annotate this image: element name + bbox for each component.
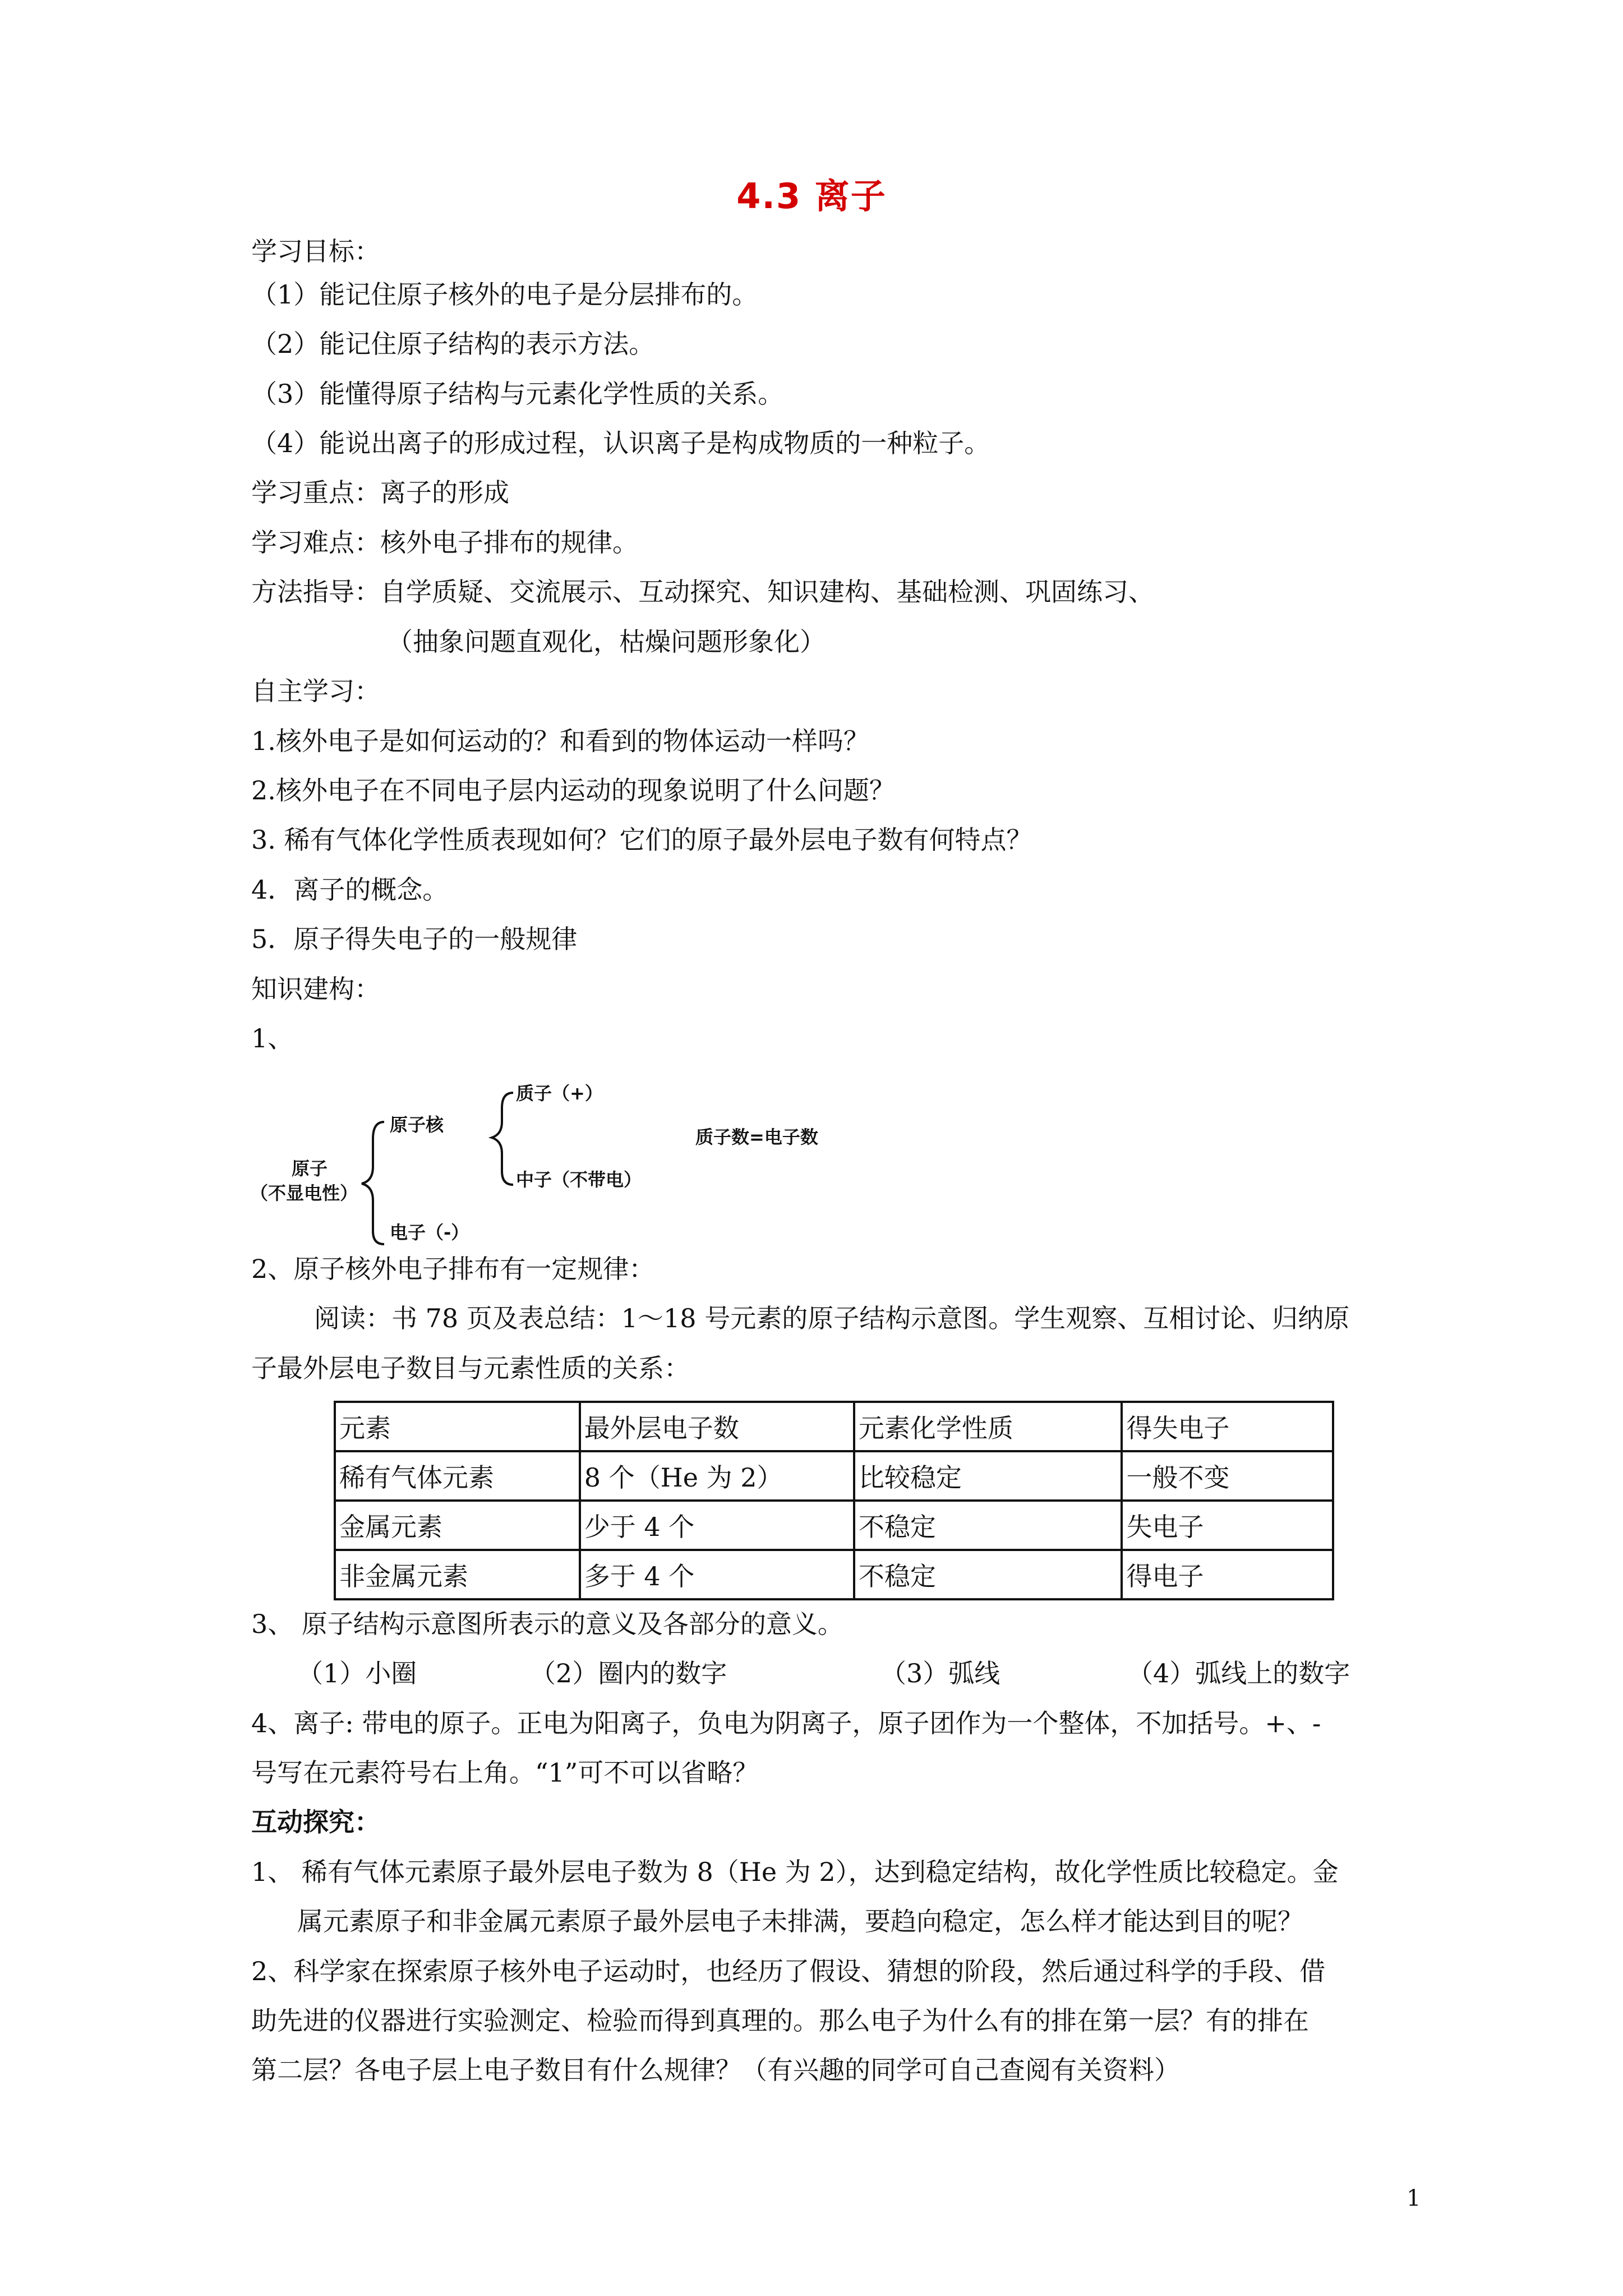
self-study-heading: 自主学习： <box>251 676 380 706</box>
table-cell: 一般不变 <box>1122 1451 1333 1501</box>
explore-paragraph: 第二层？各电子层上电子数目有什么规律？（有兴趣的同学可自己查阅有关资料） <box>251 2055 1180 2085</box>
table-row <box>335 1501 1333 1550</box>
self-study-item: 1.核外电子是如何运动的？和看到的物体运动一样吗？ <box>251 726 869 756</box>
self-study-item: 4．离子的概念。 <box>251 875 449 905</box>
table-cell: 失电子 <box>1122 1501 1333 1550</box>
item3-part: （4）弧线上的数字 <box>1127 1658 1350 1688</box>
self-study-item: 5．原子得失电子的一般规律 <box>251 924 578 954</box>
table-cell: 得电子 <box>1122 1550 1333 1599</box>
knowledge-item-4: 4、离子: 带电的原子。正电为阳离子，负电为阴离子，原子团作为一个整体，不加括号。+、- <box>251 1708 1321 1738</box>
knowledge-item-3: 3、 原子结构示意图所表示的意义及各部分的意义。 <box>251 1609 843 1639</box>
table-cell: 金属元素 <box>335 1501 580 1550</box>
table-cell: 比较稳定 <box>854 1451 1122 1501</box>
table-header-row <box>335 1402 1333 1451</box>
explore-paragraph: 1、 稀有气体元素原子最外层电子数为 8（He 为 2），达到稳定结构，故化学性质比较稳定。金 <box>251 1857 1339 1887</box>
reading-line: 阅读：书 78 页及表总结：1～18 号元素的原子结构示意图。学生观察、互相讨论、归纳原 <box>314 1303 1350 1333</box>
table-row <box>335 1451 1333 1501</box>
table-cell: 元素 <box>335 1402 580 1451</box>
diagram-neutron: 中子（不带电） <box>516 1169 642 1190</box>
element-property-table <box>334 1401 1334 1600</box>
method-guide: 方法指导：自学质疑、交流展示、互动探究、知识建构、基础检测、巩固练习、 <box>251 577 1154 607</box>
knowledge-item-2: 2、原子核外电子排布有一定规律： <box>251 1254 655 1284</box>
atom-structure-diagram <box>247 1066 920 1251</box>
explore-paragraph: 属元素原子和非金属元素原子最外层电子未排满，要趋向稳定，怎么样才能达到目的呢？ <box>297 1906 1303 1936</box>
table-cell: 非金属元素 <box>335 1550 580 1599</box>
difficulty: 学习难点：核外电子排布的规律。 <box>251 527 638 558</box>
table-row <box>335 1550 1333 1599</box>
explore-heading: 互动探究： <box>251 1807 380 1837</box>
page-title: 4.3 离子 <box>736 176 887 217</box>
knowledge-item-1: 1、 <box>251 1023 294 1053</box>
table-cell: 不稳定 <box>854 1550 1122 1599</box>
table-cell: 不稳定 <box>854 1501 1122 1550</box>
brace-atom <box>362 1122 384 1244</box>
objective-item: （4）能说出离子的形成过程，认识离子是构成物质的一种粒子。 <box>251 428 990 458</box>
diagram-equation: 质子数=电子数 <box>695 1126 818 1148</box>
self-study-item: 3. 稀有气体化学性质表现如何？它们的原子最外层电子数有何特点？ <box>251 825 1032 855</box>
diagram-atom-note: （不显电性） <box>250 1182 358 1204</box>
item3-part: （3）弧线 <box>880 1658 1000 1688</box>
table-cell: 8 个（He 为 2） <box>580 1451 854 1501</box>
table-cell: 多于 4 个 <box>580 1550 854 1599</box>
objectives-heading: 学习目标： <box>251 236 380 266</box>
objective-item: （2）能记住原子结构的表示方法。 <box>251 329 655 359</box>
objective-item: （3）能懂得原子结构与元素化学性质的关系。 <box>251 379 784 409</box>
knowledge-heading: 知识建构： <box>251 974 380 1004</box>
knowledge-item-4: 号写在元素符号右上角。“1”可不可以省略？ <box>251 1757 759 1788</box>
item3-part: （2）圈内的数字 <box>530 1658 727 1688</box>
table-cell: 最外层电子数 <box>580 1402 854 1451</box>
item3-part: （1）小圈 <box>297 1658 417 1688</box>
table-cell: 少于 4 个 <box>580 1501 854 1550</box>
diagram-atom: 原子 <box>292 1158 328 1179</box>
table-cell: 元素化学性质 <box>854 1402 1122 1451</box>
diagram-nucleus: 原子核 <box>390 1114 444 1135</box>
key-point: 学习重点：离子的形成 <box>251 477 509 508</box>
brace-nucleus <box>492 1093 513 1185</box>
reading-line: 子最外层电子数目与元素性质的关系： <box>251 1353 690 1383</box>
diagram-electron: 电子（-） <box>390 1222 469 1243</box>
self-study-item: 2.核外电子在不同电子层内运动的现象说明了什么问题？ <box>251 775 895 806</box>
diagram-proton: 质子（+） <box>516 1083 603 1104</box>
explore-paragraph: 2、科学家在探索原子核外电子运动时，也经历了假设、猜想的阶段，然后通过科学的手段、借 <box>251 1956 1326 1986</box>
explore-paragraph: 助先进的仪器进行实验测定、检验而得到真理的。那么电子为什么有的排在第一层？有的排在 <box>251 2005 1309 2036</box>
objective-item: （1）能记住原子核外的电子是分层排布的。 <box>251 279 758 310</box>
table-cell: 稀有气体元素 <box>335 1451 580 1501</box>
page-number: 1 <box>1407 2185 1421 2211</box>
table-cell: 得失电子 <box>1122 1402 1333 1451</box>
method-note: （抽象问题直观化，枯燥问题形象化） <box>387 627 826 657</box>
